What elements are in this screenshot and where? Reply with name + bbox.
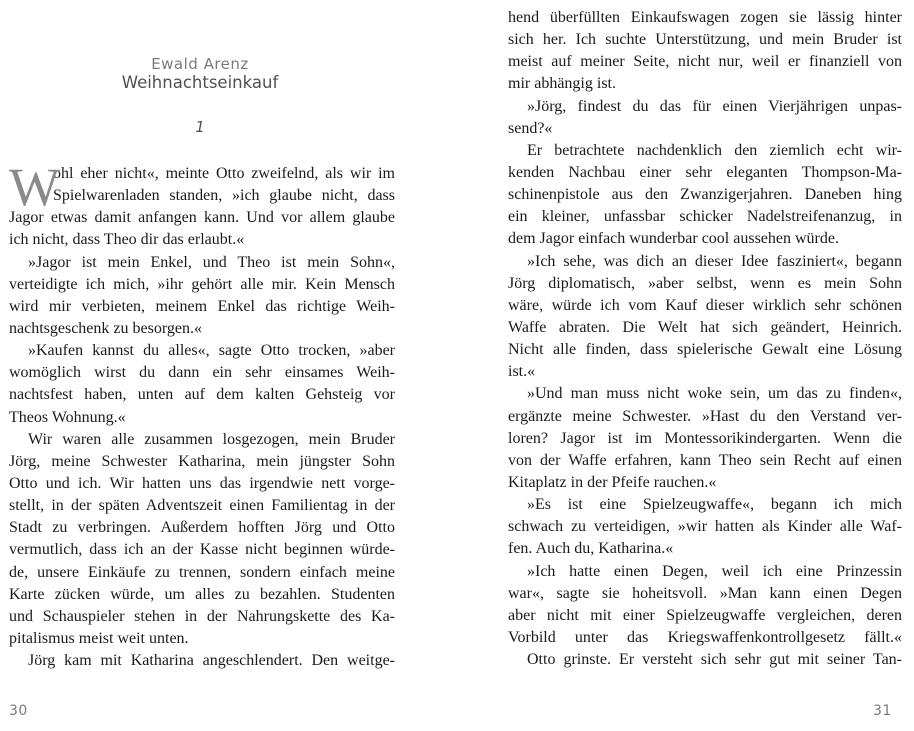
text-line: de, unsere Einkäufe zu trennen, sondern einfach meine bbox=[9, 563, 395, 581]
page-number: 31 bbox=[873, 703, 892, 719]
text-line: meist auf meiner Seite, nicht nur, weil er finanziell von bbox=[508, 53, 902, 71]
text-line: Jörg, meine Schwester Katharina, mein jüngster Sohn bbox=[9, 452, 395, 470]
text-line: von der Waffe erfahren, kann Theo sein Recht auf einen bbox=[508, 451, 902, 469]
chapter-number: 1 bbox=[195, 118, 205, 136]
text-line: ich nicht, dass Theo dir das erlaubt.« bbox=[9, 231, 245, 249]
drop-cap: W bbox=[9, 157, 60, 217]
text-line: ein kleiner, unfassbar schicker Nadelstreifenanzug, in bbox=[508, 208, 902, 226]
text-line: ergänzte meine Schwester. »Hast du den Verstand ver- bbox=[508, 407, 902, 425]
text-line: womöglich wirst du dann ein sehr einsames Weih- bbox=[9, 364, 395, 382]
text-line: nachtsfest haben, unten auf dem kalten Gehsteig vor bbox=[9, 386, 395, 404]
text-line: Jagor etwas damit anfangen kann. Und vor allem glaube bbox=[9, 209, 395, 227]
text-line: Er betrachtete nachdenklich den ziemlich echt wir- bbox=[527, 141, 902, 159]
text-line: Wir waren alle zusammen losgezogen, mein Bruder bbox=[28, 430, 395, 448]
text-line: fen. Auch du, Katharina.« bbox=[508, 540, 674, 558]
text-line: sich her. Ich suchte Unterstützung, und mein Bruder ist bbox=[508, 31, 902, 49]
text-line: hend überfüllten Einkaufswagen zogen sie lässig hinter bbox=[508, 9, 902, 26]
text-line: stellt, in der späten Adventszeit einen Familientag in der bbox=[9, 497, 395, 515]
right-text-column bbox=[508, 7, 902, 671]
text-line: schinenpistole aus den Zwanzigerjahren. Daneben hing bbox=[508, 186, 902, 204]
text-line: pitalismus meist weit unten. bbox=[9, 629, 189, 647]
text-line: war«, sagte sie hoheitsvoll. »Man kann einen Degen bbox=[508, 584, 902, 602]
text-line: vermutlich, dass ich an der Kasse nicht beginnen würde- bbox=[9, 541, 395, 559]
text-line: mir abhängig ist. bbox=[508, 75, 616, 93]
story-title: Weihnachtseinkauf bbox=[121, 73, 279, 92]
text-line: dem Jagor einfach wunderbar cool aussehen würde. bbox=[508, 230, 839, 248]
text-line: send?« bbox=[508, 119, 553, 137]
left-text-column bbox=[9, 157, 395, 672]
text-line: verteidigte ich mich, »ihr gehört alle mir. Kein Mensch bbox=[9, 275, 395, 293]
text-line: Stadt zu verbringen. Außerdem hofften Jörg und Otto bbox=[9, 519, 395, 537]
text-line: kenden Nachbau einer sehr eleganten Thompson-Ma- bbox=[508, 163, 902, 181]
text-line: »Jörg, findest du das für einen Vierjährigen unpas- bbox=[527, 97, 902, 115]
text-line: Otto und ich. Wir hatten uns das irgendwie nett vorge- bbox=[9, 474, 395, 492]
text-line: wird mir verbieten, meinem Enkel das richtige Weih- bbox=[9, 297, 395, 315]
text-line: Nicht alle finden, dass spielerische Gewalt eine Lösung bbox=[508, 341, 902, 359]
text-line: aber nicht mit einer Spielzeugwaffe vergleichen, deren bbox=[508, 606, 902, 624]
text-line: Kitaplatz in der Pfeife rauchen.« bbox=[508, 473, 717, 491]
text-line: Otto grinste. Er versteht sich sehr gut mit seiner Tan- bbox=[527, 651, 902, 669]
text-line: »Ich sehe, was dich an dieser Idee fasziniert«, begann bbox=[527, 252, 902, 270]
text-line: wäre, würde ich vom Kauf dieser wirklich sehr schönen bbox=[508, 296, 902, 314]
text-line: »Kaufen kannst du alles«, sagte Otto trocken, »aber bbox=[28, 342, 395, 360]
text-line: Theos Wohnung.« bbox=[9, 408, 126, 426]
text-line: nachtsgeschenk zu besorgen.« bbox=[9, 319, 202, 337]
text-line: Jörg kam mit Katharina angeschlendert. Den weitge- bbox=[28, 652, 395, 670]
text-line: loren? Jagor ist im Montessorikindergarten. Wenn die bbox=[508, 429, 902, 447]
text-line: »Und man muss nicht woke sein, um das zu finden«, bbox=[527, 385, 902, 403]
text-line: schwach zu verteidigen, »wir hatten als Kinder alle Waf- bbox=[508, 518, 902, 536]
author-name: Ewald Arenz bbox=[151, 55, 249, 73]
text-line: ohl eher nicht«, meinte Otto zweifelnd, als wir im bbox=[53, 165, 395, 182]
page-number: 30 bbox=[9, 703, 28, 719]
text-line: »Ich hatte einen Degen, weil ich eine Prinzessin bbox=[527, 562, 902, 580]
text-line: Vorbild unter das Kriegswaffenkontrollgesetz fällt.« bbox=[508, 628, 902, 646]
text-line: »Jagor ist mein Enkel, und Theo ist mein Sohn«, bbox=[28, 253, 395, 271]
text-line: Spielwarenladen standen, »ich glaube nicht, dass bbox=[53, 187, 395, 205]
text-line: und Schauspieler stehen in der Nahrungskette des Ka- bbox=[9, 607, 395, 625]
text-line: Jörg diplomatisch, »aber selbst, wenn es mein Sohn bbox=[508, 274, 902, 292]
text-line: Waffe abraten. Die Welt hat sich geändert, Heinrich. bbox=[508, 318, 902, 336]
text-line: Karte zücken würde, um alles zu bezahlen. Studenten bbox=[9, 585, 395, 603]
text-line: »Es ist eine Spielzeugwaffe«, begann ich mich bbox=[527, 496, 902, 514]
text-line: ist.« bbox=[508, 363, 536, 381]
